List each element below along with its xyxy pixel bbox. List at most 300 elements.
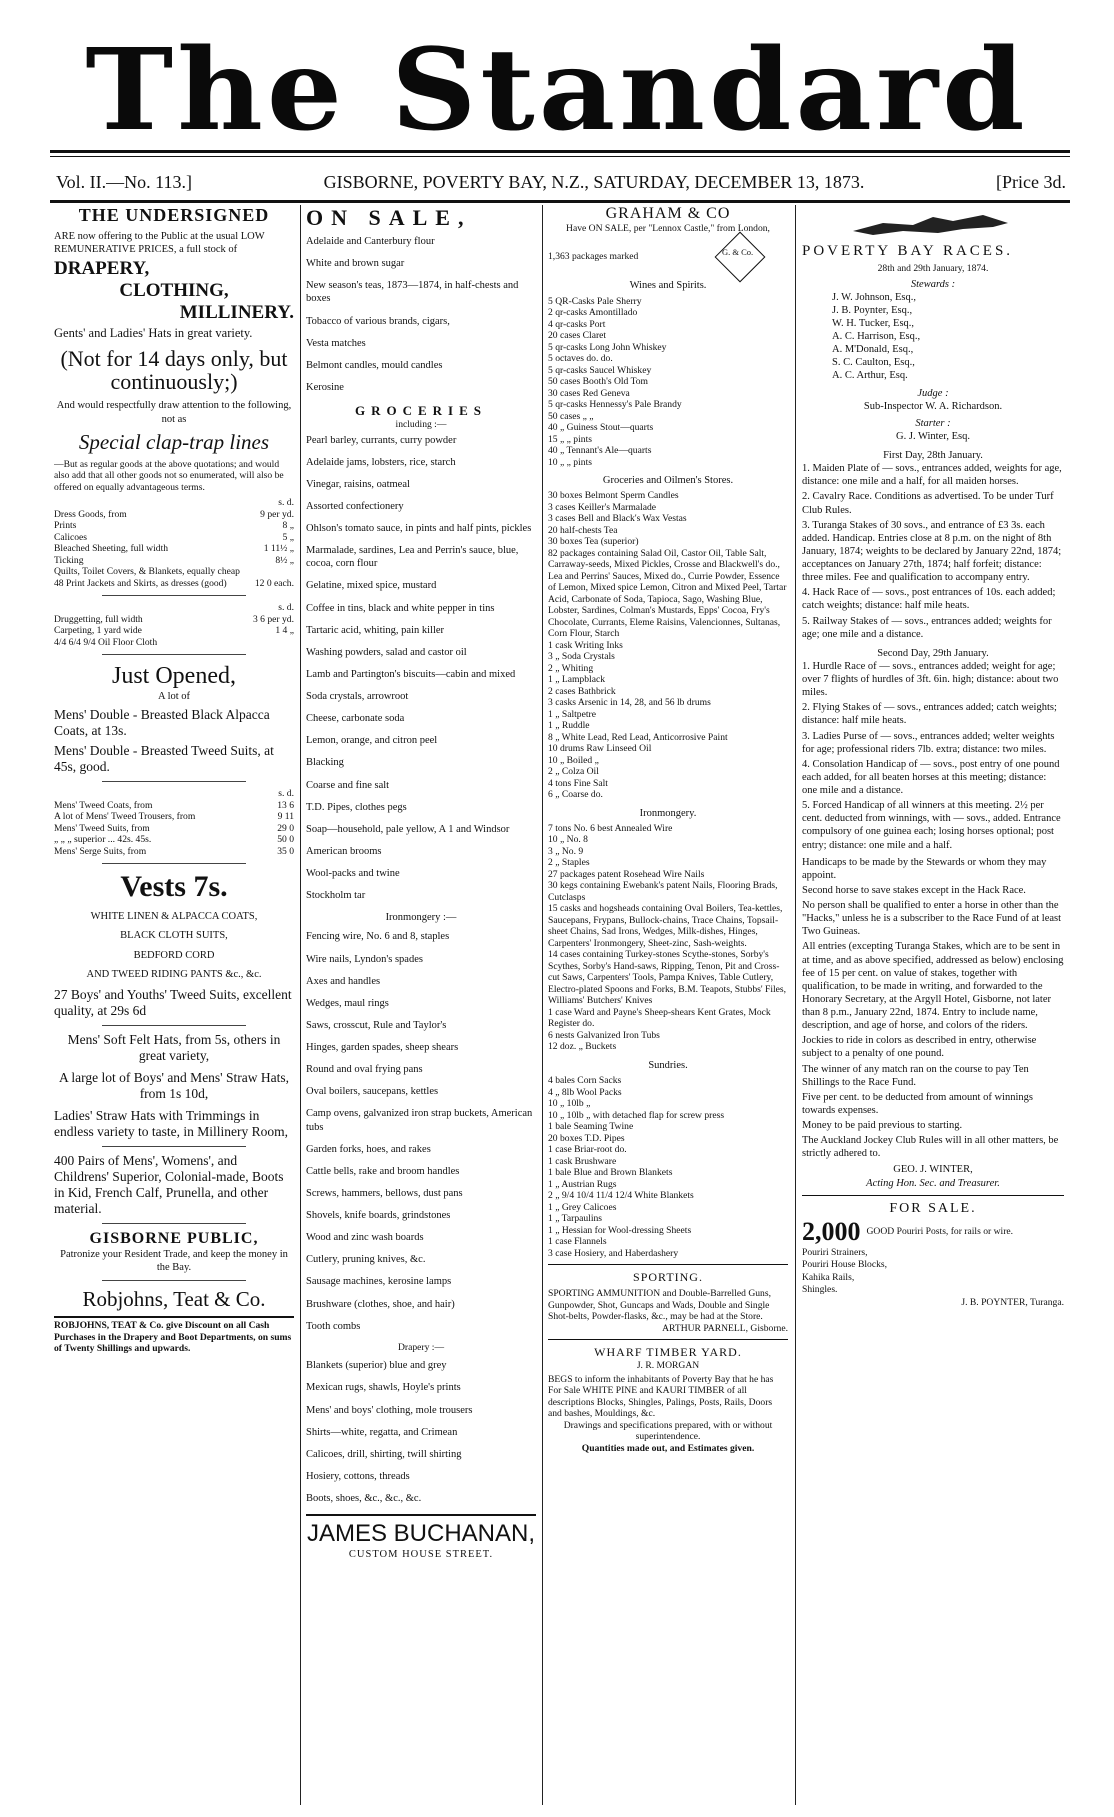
list-item: 27 packages patent Rosehead Wire Nails <box>548 868 705 880</box>
price-item: Calicoes <box>54 531 88 543</box>
list-item: Adelaide and Canterbury flour <box>306 236 435 247</box>
list-item: 10 „ 10lb „ with detached flap for screw press <box>548 1109 725 1121</box>
drawings-note: Drawings and specifications prepared, with or without superintendence. <box>563 1419 773 1442</box>
list-item: Round and oval frying pans <box>306 1064 423 1076</box>
list-item: 1 „ Lampblack <box>548 674 606 686</box>
divider <box>54 1316 294 1318</box>
vests-line: BEDFORD CORD <box>133 949 215 961</box>
goods-list <box>548 296 788 469</box>
race-item: 4. Consolation Handicap of — sovs., post entry of one pound each added, for all beaten horses at this meeting; distance: one mile and a distance. <box>802 758 1060 796</box>
straw-hats: A large lot of Boys' and Mens' Straw Hats, from 1s 10d, <box>59 1069 289 1101</box>
price-value: 35 0 <box>277 845 294 857</box>
rule-item: Five per cent. to be deducted from amount of winnings towards expenses. <box>802 1091 1033 1116</box>
price-list <box>54 800 294 858</box>
race-item: 2. Cavalry Race. Conditions as advertised. To be under Turf Club Rules. <box>802 491 1054 516</box>
races-heading: POVERTY BAY RACES. <box>802 243 1014 259</box>
list-item: Hinges, garden spades, sheep shears <box>306 1042 459 1053</box>
goods-list <box>306 434 536 903</box>
starter-label: Starter : <box>915 417 951 429</box>
price-row <box>54 532 294 544</box>
list-item: Cattle bells, rake and broom handles <box>306 1165 460 1177</box>
list-item: 40 „ Tennant's Ale—quarts <box>548 445 652 457</box>
list-item: 1 cask Writing Inks <box>548 639 623 651</box>
ad-intro: ARE now offering to the Public at the usual LOW REMUNERATIVE PRICES, a full stock of <box>54 231 265 256</box>
list-item: S. C. Caulton, Esq., <box>832 357 915 369</box>
hats-note: Gents' and Ladies' Hats in great variety. <box>54 326 253 341</box>
rule-item: Handicaps to be made by the Stewards or whom they may appoint. <box>802 856 1047 881</box>
newspaper-title: The Standard <box>85 23 1029 156</box>
goods-list <box>306 930 536 1332</box>
list-item: 10 „ „ pints <box>548 456 592 468</box>
rule-item: Jockies to ride in colors as described in entry, otherwise subject to a penalty of one pound. <box>802 1035 1037 1060</box>
price-item: Bleached Sheeting, full width <box>54 543 169 555</box>
list-item: Cutlery, pruning knives, &c. <box>306 1254 426 1266</box>
list-item: 6 „ Coarse do. <box>548 789 603 801</box>
mark-label: G. & Co. <box>721 246 754 257</box>
list-item: Ohlson's tomato sauce, in pints and half pints, pickles <box>306 523 532 534</box>
list-item: 4 „ 8lb Wool Packs <box>548 1086 622 1098</box>
divider <box>102 1025 246 1026</box>
list-item: Vesta matches <box>306 337 366 349</box>
list-item: Sausage machines, kerosine lamps <box>306 1276 452 1288</box>
list-item: Saws, crosscut, Rule and Taylor's <box>306 1019 447 1031</box>
list-item: Pouriri House Blocks, <box>802 1259 888 1271</box>
race-list <box>802 660 1064 852</box>
racehorse-icon <box>843 205 1023 241</box>
groceries-heading: GROCERIES <box>354 403 488 418</box>
price-item: „ „ „ superior ... 42s. 45s. <box>54 834 152 846</box>
alpacca-coats: Mens' Double - Breasted Black Alpacca Coats, at 13s. <box>54 707 270 739</box>
list-item: 7 tons No. 6 best Annealed Wire <box>548 822 673 834</box>
on-sale-heading: ON SALE, <box>306 205 472 230</box>
column-drapery-ad <box>54 205 294 1805</box>
masthead-rule-thin <box>50 156 1070 157</box>
list-item: 5 qr-casks Saucel Whiskey <box>548 364 652 376</box>
price-value: 1 11½ „ <box>263 543 294 555</box>
price-value: 5 „ <box>282 531 294 543</box>
list-item: Gelatine, mixed spice, mustard <box>306 580 437 592</box>
goods-list <box>548 490 788 801</box>
list-item: 30 cases Red Geneva <box>548 387 630 399</box>
divider <box>102 1280 246 1281</box>
list-item: Lemon, orange, and citron peel <box>306 735 438 747</box>
posts-count: 2,000 <box>802 1216 861 1246</box>
price-item: 48 Print Jackets and Skirts, as dresses (good) <box>54 577 227 589</box>
goods-list <box>548 1075 788 1259</box>
wharf-text: BEGS to inform the inhabitants of Poverty Bay that he has For Sale WHITE PINE and KAURI TIMBER of all descriptions Blocks, Shingles, Palings, Posts, Rails, Doors and bashes, Mouldings, &c. <box>548 1373 774 1419</box>
list-item: Adelaide jams, lobsters, rice, starch <box>306 456 456 468</box>
price: [Price 3d. <box>996 172 1066 192</box>
list-item: Mens' and boys' clothing, mole trousers <box>306 1404 473 1416</box>
mark-text: 1,363 packages marked <box>548 250 639 262</box>
race-item: 3. Turanga Stakes of 30 sovs., and entrance of £3 3s. each added. Handicap. Entries close at 8 p.m. on the night of 8th January, 1874; weights to be declared by January 22nd, 1874; acceptances on January 27th, 1874; half forfeit; distance: three miles. Fee and qualification to accompany entry. <box>802 519 1062 584</box>
list-item: 50 cases Booth's Old Tom <box>548 376 649 388</box>
price-value: 8½ „ <box>275 554 294 566</box>
dateline <box>56 172 1066 193</box>
price-item: Mens' Tweed Suits, from <box>54 822 150 834</box>
first-day-heading: First Day, 28th January. <box>883 450 983 461</box>
list-item: Fencing wire, No. 6 and 8, staples <box>306 931 450 943</box>
list-item: Cheese, carbonate soda <box>306 713 405 725</box>
patronize-note: Patronize your Resident Trade, and keep the money in the Bay. <box>60 1248 288 1273</box>
list-item: 12 doz. „ Buckets <box>548 1041 617 1053</box>
list-item: 4 tons Fine Salt <box>548 777 608 789</box>
boots-ad: 400 Pairs of Mens', Womens', and Childrens' Superior, Colonial-made, Boots in Kid, French Calf, Prunella, and other material. <box>54 1152 284 1216</box>
price-value: 9 per yd. <box>260 508 294 520</box>
column-races <box>802 205 1064 1805</box>
price-item: Druggetting, full width <box>54 613 143 625</box>
masthead <box>0 0 1114 175</box>
divider <box>548 1339 788 1340</box>
rule-item: Second horse to save stakes except in the Hack Race. <box>802 884 1026 896</box>
ad-heading: THE UNDERSIGNED <box>78 205 270 225</box>
drapery-label: DRAPERY, <box>54 258 150 280</box>
list-item: 40 „ Guiness Stout—quarts <box>548 422 654 434</box>
list-item: 2 qr-casks Amontillado <box>548 307 638 319</box>
divider <box>548 1264 788 1265</box>
list-item: 30 boxes Tea (superior) <box>548 536 639 548</box>
list-item: J. W. Johnson, Esq., <box>832 291 917 303</box>
merchant-name: JAMES BUCHANAN, <box>306 1520 536 1548</box>
column-buchanan-ad <box>306 205 536 1805</box>
diamond-mark-icon <box>715 231 766 282</box>
divider <box>102 1223 246 1224</box>
list-item: 3 case Hosiery, and Haberdashery <box>548 1247 679 1259</box>
sporting-heading: SPORTING. <box>633 1270 703 1284</box>
list-item: Axes and handles <box>306 975 381 987</box>
posts-row <box>802 1217 1064 1247</box>
race-item: 1. Hurdle Race of — sovs., entrances added; weight for age; over 7 flights of hurdles of 3ft. 6in. high; distance: about two miles. <box>802 660 1059 699</box>
list-item: 10 „ Boiled „ <box>548 754 599 766</box>
goods-list <box>306 235 536 394</box>
list-item: 1 bale Seaming Twine <box>548 1121 634 1132</box>
continuous-note: (Not for 14 days only, but continuously;) <box>60 346 288 395</box>
list-item: Lamb and Partington's biscuits—cabin and mixed <box>306 668 516 680</box>
list-item: New season's teas, 1873—1874, in half-chests and boxes <box>306 280 519 305</box>
for-sale-heading: FOR SALE. <box>889 1200 977 1216</box>
price-row <box>54 566 294 578</box>
price-row <box>54 625 294 637</box>
list-item: Hosiery, cottons, threads <box>306 1470 410 1482</box>
list-item: 4 bales Corn Sacks <box>548 1075 622 1086</box>
list-item: 30 kegs containing Ewebank's patent Nails, Flooring Brads, Cutclasps <box>548 880 778 903</box>
second-day-heading: Second Day, 29th January. <box>877 647 989 659</box>
list-item: 14 cases containing Turkey-stones Scythe-stones, Sorby's Scythes, Sorby's Hand-saws, Ripping, Tenon, Pit and Cross-cut Saws, Carpenters' Tools, Pampa Knives, Table Cutlery, Electro-plated Spoons and Forks, B.M. Teapots, Stubbs' Files, Williams' Butchers' Knives <box>548 949 787 1007</box>
price-value: 1 4 „ <box>275 625 294 637</box>
a-lot-of: A lot of <box>157 691 191 703</box>
currency-header: s. d. <box>278 788 294 800</box>
list-item: Blankets (superior) blue and grey <box>306 1360 447 1372</box>
price-value: 8 „ <box>282 520 294 532</box>
list-item: 3 „ Soda Crystals <box>548 651 615 663</box>
list-item: 20 half-chests Tea <box>548 524 618 536</box>
discount-note: ROBJOHNS, TEAT & Co. give Discount on all Cash Purchases in the Drapery and Boot Departments, on sums of Twenty Shillings and upwards. <box>54 1320 292 1355</box>
list-item: A. M'Donald, Esq., <box>832 344 914 356</box>
rule-item: The winner of any match ran on the course to pay Ten Shillings to the Race Fund. <box>802 1063 1029 1088</box>
race-item: 2. Flying Stakes of — sovs., entrances added; catch weights; distance: half mile heats. <box>802 702 1057 727</box>
stewards-label: Stewards : <box>910 278 956 290</box>
list-item: A. C. Harrison, Esq., <box>832 331 921 342</box>
column-rule <box>795 205 796 1805</box>
currency-header: s. d. <box>278 602 294 614</box>
list-item: Kahika Rails, <box>802 1271 855 1283</box>
list-item: Boots, shoes, &c., &c., &c. <box>306 1493 422 1504</box>
race-rules <box>802 856 1064 1161</box>
list-item: Tartaric acid, whiting, pain killer <box>306 624 445 636</box>
price-value: 3 6 per yd. <box>252 613 294 625</box>
list-item: White and brown sugar <box>306 258 405 270</box>
list-item: A. C. Arthur, Esq. <box>832 370 908 382</box>
currency-header: s. d. <box>278 497 294 509</box>
price-item: Ticking <box>54 554 84 566</box>
races-dates: 28th and 29th January, 1874. <box>877 263 989 274</box>
price-item: 4/4 6/4 9/4 Oil Floor Cloth <box>54 636 158 648</box>
wines-heading: Wines and Spirits. <box>629 279 707 291</box>
price-row <box>54 543 294 555</box>
rule-item: No person shall be qualified to enter a horse in other than the "Hacks," unless he is a subscriber to the Race Fund of at least Two Guineas. <box>802 900 1062 938</box>
groceries-heading: Groceries and Oilmen's Stores. <box>602 475 734 487</box>
list-item: 5 octaves do. do. <box>548 353 613 365</box>
list-item: 1 „ Ruddle <box>548 720 590 732</box>
list-item: 5 qr-casks Hennessy's Pale Brandy <box>548 399 682 411</box>
rule-item: Money to be paid previous to starting. <box>802 1120 963 1131</box>
price-item: Carpeting, 1 yard wide <box>54 625 142 637</box>
list-item: T.D. Pipes, clothes pegs <box>306 801 407 813</box>
price-value: 29 0 <box>277 822 294 834</box>
regular-goods-note: —But as regular goods at the above quotations; and would also add that all other goods not so enumerated, will also be offered on equally advantageous terms. <box>54 458 284 493</box>
price-row <box>54 509 294 521</box>
secretary-name: GEO. J. WINTER, <box>893 1164 973 1176</box>
price-row <box>54 834 294 846</box>
price-list <box>54 509 294 590</box>
list-item: J. B. Poynter, Esq., <box>832 304 913 316</box>
list-item: 1 bale Blue and Brown Blankets <box>548 1167 673 1178</box>
divider <box>306 1514 536 1516</box>
race-item: 3. Ladies Purse of — sovs., entrances added; welter weights for age; professional riders 7lb. extra; distance: two miles. <box>802 730 1055 755</box>
price-value: 9 11 <box>277 811 294 823</box>
price-item: A lot of Mens' Tweed Trousers, from <box>54 811 196 823</box>
goods-list <box>306 1359 536 1505</box>
list-item: 15 casks and hogsheads containing Oval Boilers, Tea-kettles, Saucepans, Frypans, Bullock-chains, Trace Chains, Topsail-sheet Chains, Sad Irons, Wedges, Milk-dishes, Hinges, Carpenters' Ironmongery, Sheet-zinc, Sash-weights. <box>548 903 783 949</box>
price-row <box>54 637 294 649</box>
masthead-rule <box>50 150 1070 153</box>
drapery-heading: Drapery :— <box>397 1341 445 1353</box>
list-item: 10 „ 10lb „ <box>548 1098 591 1109</box>
list-item: Shingles. <box>802 1284 838 1296</box>
volume-number: Vol. II.—No. 113.] <box>56 172 192 192</box>
vests-line: BLACK CLOTH SUITS, <box>120 930 228 942</box>
quantities-note: Quantities made out, and Estimates given. <box>581 1442 755 1454</box>
judge-label: Judge : <box>917 387 949 399</box>
list-item: 5 qr-casks Long John Whiskey <box>548 341 667 353</box>
race-item: 4. Hack Race of — sovs., post entrances of 10s. each added; catch weights; distance: half mile heats. <box>802 587 1056 612</box>
stewards-list <box>832 291 1064 383</box>
place-date: GISBORNE, POVERTY BAY, N.Z., SATURDAY, DECEMBER 13, 1873. <box>323 172 865 192</box>
price-item: Prints <box>54 520 77 532</box>
boys-suits: 27 Boys' and Youths' Tweed Suits, excellent quality, at 29s 6d <box>54 986 292 1018</box>
list-item: Wood and zinc wash boards <box>306 1232 424 1244</box>
posts-text: GOOD Pouriri Posts, for rails or wire. <box>866 1225 1014 1237</box>
goods-list <box>548 823 788 1053</box>
list-item: 3 „ No. 9 <box>548 845 584 857</box>
vests-line: AND TWEED RIDING PANTS &c., &c. <box>86 968 262 980</box>
sundries-heading: Sundries. <box>648 1059 688 1071</box>
divider <box>102 595 246 596</box>
price-value: 50 0 <box>277 834 294 846</box>
wharf-heading: WHARF TIMBER YARD. <box>594 1345 742 1359</box>
divider <box>102 781 246 782</box>
list-item: Wire nails, Lyndon's spades <box>306 953 423 965</box>
list-item: Tobacco of various brands, cigars, <box>306 315 450 327</box>
including-label: including :— <box>395 419 447 430</box>
list-item: 1 „ Grey Calicoes <box>548 1201 617 1213</box>
list-item: 3 casks Arsenic in 14, 28, and 56 lb drums <box>548 697 711 709</box>
attention-note: And would respectfully draw attention to the following, not as <box>56 400 292 425</box>
starter-name: G. J. Winter, Esq. <box>896 430 970 442</box>
list-item: 3 cases Bell and Black's Wax Vestas <box>548 513 687 525</box>
list-item: 1 „ Saltpetre <box>548 708 596 720</box>
race-list <box>802 462 1064 641</box>
list-item: Soap—household, pale yellow, A 1 and Windsor <box>306 823 510 835</box>
price-row <box>54 614 294 626</box>
list-item: 15 „ „ pints <box>548 433 592 445</box>
list-item: 20 boxes T.D. Pipes <box>548 1132 625 1144</box>
list-item: Shovels, knife boards, grindstones <box>306 1210 451 1221</box>
list-item: Belmont candles, mould candles <box>306 359 443 371</box>
list-item: 5 QR-Casks Pale Sherry <box>548 295 642 307</box>
graham-heading: GRAHAM & CO <box>605 205 731 222</box>
list-item: 1 case Ward and Payne's Sheep-shears Kent Grates, Mock Register do. <box>548 1006 771 1030</box>
price-list <box>54 614 294 649</box>
price-row <box>54 846 294 858</box>
list-item: Marmalade, sardines, Lea and Perrin's sauce, blue, cocoa, corn flour <box>306 545 519 570</box>
list-item: Kerosine <box>306 381 344 393</box>
list-item: 1 „ Tarpaulins <box>548 1213 603 1224</box>
price-item: Mens' Serge Suits, from <box>54 845 147 857</box>
list-item: Shirts—white, regatta, and Crimean <box>306 1426 458 1438</box>
price-row <box>54 578 294 590</box>
list-item: Camp ovens, galvanized iron strap buckets, American tubs <box>306 1108 533 1133</box>
list-item: Brushware (clothes, shoe, and hair) <box>306 1298 455 1310</box>
list-item: Wool-packs and twine <box>306 868 400 879</box>
list-item: 2 „ Colza Oil <box>548 766 599 778</box>
rule-item: The Auckland Jockey Club Rules will in all other matters, be strictly adhered to. <box>802 1135 1059 1160</box>
sporting-signature: ARTHUR PARNELL, Gisborne. <box>662 1322 788 1334</box>
list-item: Pearl barley, currants, curry powder <box>306 434 457 446</box>
race-item: 1. Maiden Plate of — sovs., entrances added, weights for age, distance: one mile and a half, for all maiden horses. <box>802 463 1062 488</box>
column-rule <box>300 205 301 1805</box>
divider <box>102 863 246 864</box>
race-item: 5. Railway Stakes of — sovs., entrances added; weights for age; one mile and a distance. <box>802 615 1052 640</box>
list-item: 2 cases Bathbrick <box>548 685 616 697</box>
list-item: Blacking <box>306 757 344 769</box>
column-graham-ad <box>548 205 788 1805</box>
list-item: 1 „ Austrian Rugs <box>548 1178 617 1190</box>
price-item: Quilts, Toilet Covers, & Blankets, equally cheap <box>54 566 240 578</box>
tweed-suits: Mens' Double - Breasted Tweed Suits, at 45s, good. <box>54 743 274 775</box>
list-item: 2 „ Whiting <box>548 662 594 674</box>
list-item: 8 „ White Lead, Red Lead, Anticorrosive Paint <box>548 731 728 743</box>
list-item: 4 qr-casks Port <box>548 318 606 330</box>
list-item: Assorted confectionery <box>306 500 404 512</box>
list-item: Mexican rugs, shawls, Hoyle's prints <box>306 1382 461 1394</box>
list-item: Tooth combs <box>306 1320 361 1332</box>
price-row <box>54 800 294 812</box>
wharf-owner: J. R. MORGAN <box>636 1360 700 1371</box>
ironmongery-heading: Ironmongery :— <box>385 912 457 924</box>
list-item: Coffee in tins, black and white pepper in tins <box>306 602 495 614</box>
list-item: 1 „ Hessian for Wool-dressing Sheets <box>548 1224 692 1236</box>
ladies-straw-hats: Ladies' Straw Hats with Trimmings in endless variety to taste, in Millinery Room, <box>54 1107 288 1139</box>
column-rule <box>542 205 543 1805</box>
judge-name: Sub-Inspector W. A. Richardson. <box>863 400 1003 412</box>
seller-name: J. B. POYNTER, Turanga. <box>961 1296 1064 1308</box>
vests-heading: Vests 7s. <box>120 870 228 904</box>
price-row <box>54 520 294 532</box>
sporting-text: SPORTING AMMUNITION and Double-Barrelled Guns, Gunpowder, Shot, Guncaps and Wads, Double and Single Shot-belts, Powder-flasks, &c., may be had at the Store. <box>548 1288 771 1322</box>
list-item: 10 „ No. 8 <box>548 834 588 846</box>
list-item: Soda crystals, arrowroot <box>306 691 409 702</box>
list-item: Garden forks, hoes, and rakes <box>306 1143 431 1155</box>
price-value: 13 6 <box>277 799 294 811</box>
divider <box>102 654 246 655</box>
list-item: 2 „ 9/4 10/4 11/4 12/4 White Blankets <box>548 1190 694 1201</box>
divider <box>802 1195 1064 1196</box>
ironmongery-heading: Ironmongery. <box>639 807 697 819</box>
just-opened: Just Opened, <box>112 663 236 690</box>
millinery-label: MILLINERY. <box>179 302 294 324</box>
list-item: Wedges, maul rings <box>306 997 389 1009</box>
list-item: Coarse and fine salt <box>306 779 390 791</box>
list-item: Pouriri Strainers, <box>802 1246 868 1258</box>
list-item: 2 „ Staples <box>548 857 590 869</box>
list-item: Oval boilers, saucepans, kettles <box>306 1086 439 1098</box>
sale-list <box>802 1247 1064 1296</box>
list-item: Calicoes, drill, shirting, twill shirting <box>306 1448 462 1460</box>
list-item: American brooms <box>306 845 382 857</box>
race-item: 5. Forced Handicap of all winners at this meeting. 2½ per cent. deducted from winnings, with — sovs., added. Entrance compulsory of one guinea each; losing horses optional; post entry; distance: one mile and a half. <box>802 800 1061 851</box>
list-item: W. H. Tucker, Esq., <box>832 317 915 329</box>
special-lines: Special clap-trap lines <box>78 429 270 454</box>
list-item: 1 case Briar-root do. <box>548 1144 627 1155</box>
dateline-rule <box>50 200 1070 203</box>
divider <box>102 1146 246 1147</box>
price-row <box>54 823 294 835</box>
mark-row <box>548 239 788 275</box>
list-item: 30 boxes Belmont Sperm Candles <box>548 490 679 502</box>
price-row <box>54 555 294 567</box>
list-item: 1 cask Brushware <box>548 1155 617 1167</box>
price-value: 12 0 each. <box>254 577 294 589</box>
list-item: 50 cases „ „ <box>548 410 594 422</box>
list-item: 20 cases Claret <box>548 330 607 342</box>
price-item: Dress Goods, from <box>54 508 127 520</box>
secretary-title: Acting Hon. Sec. and Treasurer. <box>866 1177 1000 1189</box>
rule-item: All entries (excepting Turanga Stakes, which are to be sent in at time, and as above specified, addressed as below) enclosing fee of 15 per cent. on value of stakes, together with qualification, to be made in writing, and forwarded to the Honorary Secretary, at the Argyll Hotel, Gisborne, not later than 8 p.m., January 22nd, 1874. Entry to include name, description, and age of horse, and colors of the riders. <box>802 941 1064 1032</box>
list-item: 10 drums Raw Linseed Oil <box>548 743 652 755</box>
list-item: Screws, hammers, bellows, dust pans <box>306 1187 463 1199</box>
list-item: 82 packages containing Salad Oil, Castor Oil, Table Salt, Carraway-seeds, Mixed Pickles, Crosse and Blackwell's do., Lea and Perrins' Sauces, Mixed do., Currie Powder, Essence of Lemon, Mixed spice Lemon, Citron and Mixed Peel, Tartar Acid, Carbonate of Soda, Tapioca, Sago, Washing Blue, Lobster, Sardines, Colman's Mustards, Epps' Cocoa, Fry's Chocolate, Currants, Eleme Raisins, Valencionnes, Sultanas, Corn Flour, Starch <box>548 547 787 640</box>
price-item: Mens' Tweed Coats, from <box>54 799 153 811</box>
list-item: Vinegar, raisins, oatmeal <box>306 478 410 490</box>
merchant-street: CUSTOM HOUSE STREET. <box>348 1549 494 1561</box>
list-item: Washing powders, salad and castor oil <box>306 646 467 658</box>
price-row <box>54 811 294 823</box>
graham-intro: Have ON SALE, per "Lennox Castle," from London, <box>566 223 770 234</box>
gisborne-public: GISBORNE PUBLIC, <box>89 1229 259 1247</box>
vests-line: WHITE LINEN & ALPACCA COATS, <box>90 911 258 923</box>
list-item: 1 case Flannels <box>548 1236 607 1247</box>
